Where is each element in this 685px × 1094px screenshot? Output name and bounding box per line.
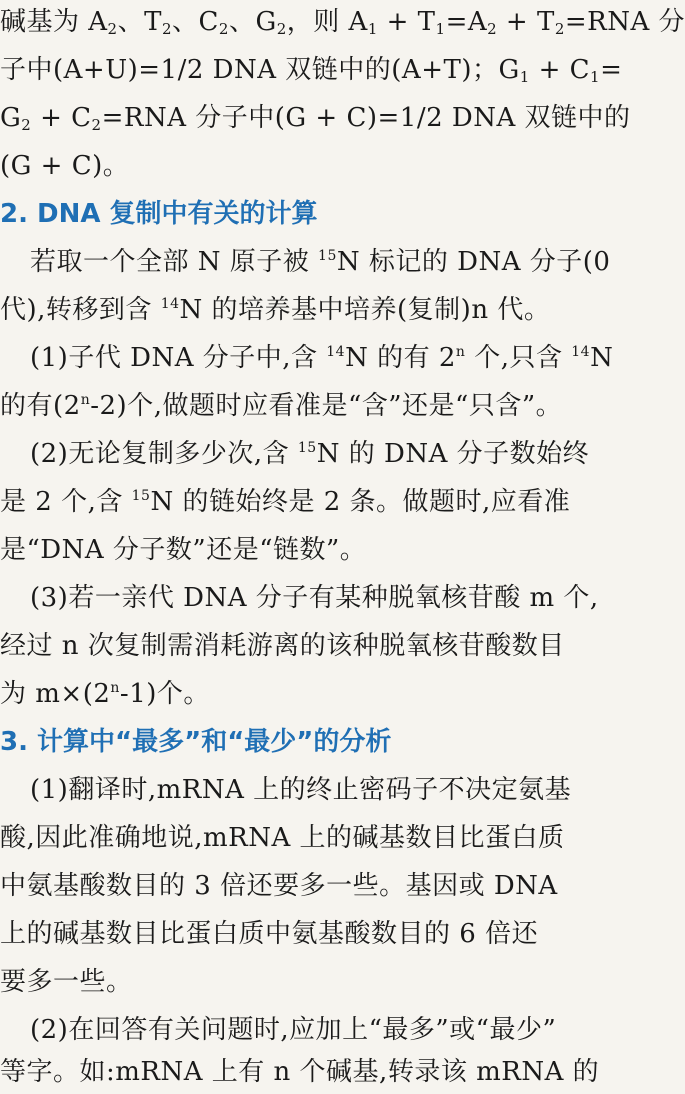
text-line: 酸,因此准确地说,mRNA 上的碱基数目比蛋白质 xyxy=(0,823,565,853)
text-line: (2)无论复制多少次,含 $^{15}$N 的 DNA 分子数始终 xyxy=(30,439,590,469)
text-line: 等字。如:mRNA 上有 n 个碱基,转录该 mRNA 的 xyxy=(0,1057,600,1087)
text-line: 为 $m\times(2^n-1)$个。 xyxy=(0,679,210,709)
text-line: (1)子代 DNA 分子中,含 $^{14}$N 的有 2$^n$ 个,只含 $^{14}$N xyxy=(30,343,614,373)
text-line: 是“DNA 分子数”还是“链数”。 xyxy=(0,535,367,565)
text-line: 中氨基酸数目的 3 倍还要多一些。基因或 DNA xyxy=(0,871,558,901)
text-line: $G_2 + C_2=RNA$ 分子中(G + C)=1/2 DNA 双链中的 xyxy=(0,103,631,134)
text-line: 碱基为 $A_2$、$T_2$、$C_2$、$G_2$，则 $A_1 + T_1=A_2 + T_2=RNA$ 分 xyxy=(0,7,685,38)
text-line: (2)在回答有关问题时,应加上“最多”或“最少” xyxy=(30,1015,557,1045)
text-line: 代),转移到含 $^{14}$N 的培养基中培养(复制)n 代。 xyxy=(0,295,551,325)
text-line: (1)翻译时,mRNA 上的终止密码子不决定氨基 xyxy=(30,775,572,805)
section-heading: 3. 计算中“最多”和“最少”的分析 xyxy=(0,727,392,757)
text-line: (3)若一亲代 DNA 分子有某种脱氧核苷酸 m 个, xyxy=(30,583,599,613)
text-line: 经过 n 次复制需消耗游离的该种脱氧核苷酸数目 xyxy=(0,631,565,661)
section-heading: 2. DNA 复制中有关的计算 xyxy=(0,199,318,229)
text-line: 若取一个全部 N 原子被 $^{15}$N 标记的 DNA 分子(0 xyxy=(30,247,611,277)
text-line: 是 2 个,含 $^{15}$N 的链始终是 2 条。做题时,应看准 xyxy=(0,487,571,517)
text-line: 子中(A+U)=1/2 DNA 双链中的(A+T)；$G_1 + C_1=$ xyxy=(0,55,623,86)
text-line: 要多一些。 xyxy=(0,967,133,997)
text-line: 上的碱基数目比蛋白质中氨基酸数目的 6 倍还 xyxy=(0,919,539,949)
text-line: (G + C)。 xyxy=(0,151,130,181)
text-line: 的有(2$^n$-2)个,做题时应看准是“含”还是“只含”。 xyxy=(0,391,563,421)
